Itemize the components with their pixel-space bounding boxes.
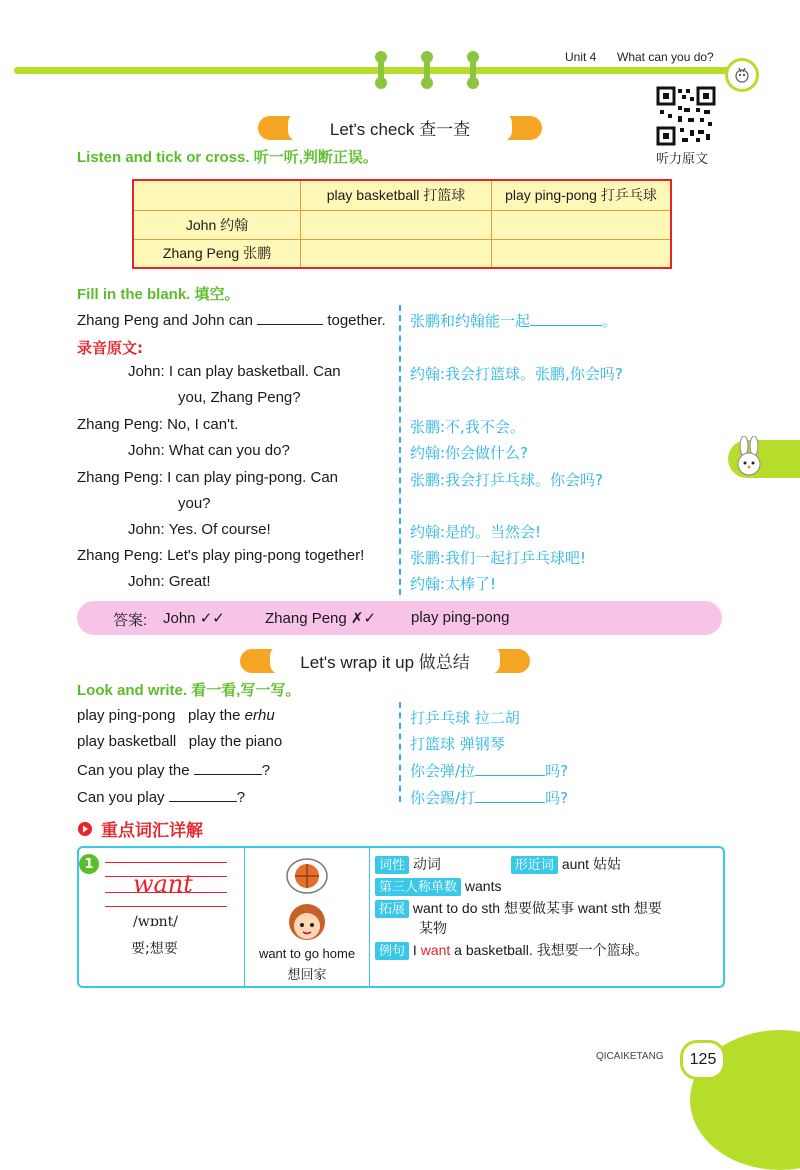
dialogue-cn: 张鹏:我会打乒乓球。你会吗?	[410, 471, 604, 489]
footer-brand: QICAIKETANG	[596, 1051, 664, 1062]
wrap-text-cn: 你会踢/打	[410, 789, 476, 807]
table-header-cell: play ping-pong 打乒乓球	[492, 180, 672, 210]
third-text: wants	[464, 878, 502, 894]
vocab-ext-row	[375, 897, 719, 919]
rivet-icon	[424, 55, 430, 85]
instruction-look: Look and write. 看一看,写一写。	[77, 682, 301, 699]
divider-dashed	[399, 305, 401, 595]
instruction-fill: Fill in the blank. 填空。	[77, 286, 240, 303]
speaker: Zhang Peng:	[77, 416, 163, 433]
tag-example: 例句	[375, 942, 409, 960]
dialogue-text: No, I can't.	[167, 416, 239, 433]
vocab-card	[77, 846, 725, 988]
rabbit-icon	[734, 436, 764, 478]
tick-cell[interactable]	[301, 210, 492, 239]
pos-text: 动词	[412, 856, 441, 872]
wrap-text: play basketball	[77, 733, 177, 750]
fill-sentence-cn	[410, 310, 617, 331]
qr-label: 听力原文	[656, 152, 709, 167]
dialogue-text: What can you do?	[168, 442, 290, 459]
dialogue-text: Yes. Of course!	[168, 521, 271, 538]
example-text: I	[412, 942, 421, 958]
fill-text-cn: 。	[602, 312, 618, 330]
unit-label: Unit 4	[565, 50, 597, 64]
answer-john: John ✓✓	[163, 610, 225, 627]
vocab-heading	[77, 816, 203, 841]
wrap-text: play the	[187, 707, 245, 724]
vocab-meaning: 要;想要	[131, 941, 178, 957]
wrap-text: Can you play the	[77, 762, 190, 779]
mascot-icon	[725, 58, 759, 92]
dialogue-cn: 约翰:你会做什么?	[410, 444, 529, 462]
tag-third-person: 第三人称单数	[375, 878, 461, 896]
table-header-cell	[133, 180, 301, 210]
ext-text: want to do sth 想要做某事 want sth 想要	[412, 900, 662, 916]
dialogue-line: you, Zhang Peng?	[178, 389, 301, 406]
fill-blank-input[interactable]	[257, 310, 323, 325]
dialogue-cn: 约翰:我会打篮球。张鹏,你会吗?	[410, 365, 623, 383]
wrap-blank-cn[interactable]	[475, 788, 545, 803]
vocab-details	[375, 853, 719, 961]
section-banner	[258, 116, 542, 140]
vocab-image-column	[245, 848, 370, 986]
example-text: a basketball. 我想要一个篮球。	[450, 942, 649, 958]
fill-text: together.	[327, 312, 386, 329]
wrap-line	[77, 707, 275, 724]
script-label: 录音原文:	[77, 339, 143, 357]
fill-text: Zhang Peng and John can	[77, 312, 253, 329]
table-row-label: Zhang Peng 张鹏	[133, 239, 301, 268]
table-row-label: John 约翰	[133, 210, 301, 239]
wrap-cn	[410, 787, 568, 808]
wrap-line	[77, 787, 245, 806]
wrap-text: ?	[261, 762, 271, 779]
tick-cell[interactable]	[492, 239, 672, 268]
wrap-line	[77, 733, 282, 750]
wrap-text: play ping-pong	[77, 707, 176, 724]
vocab-phonetic: /wɒnt/	[133, 914, 179, 930]
tag-ext: 拓展	[375, 900, 409, 918]
instruction-listen: Listen and tick or cross. 听一听,判断正误。	[77, 149, 378, 166]
wrap-text-italic: erhu	[244, 707, 275, 724]
qr-code-icon[interactable]	[656, 86, 716, 146]
divider-dashed	[399, 702, 401, 802]
speaker: Zhang Peng:	[77, 547, 163, 564]
wrap-text-cn: 吗?	[545, 789, 569, 807]
vocab-third-row	[375, 875, 719, 897]
dialogue-line	[77, 416, 238, 433]
speaker: John:	[128, 573, 165, 590]
dialogue-cn: 约翰:是的。当然会!	[410, 523, 542, 541]
dialogue-cn: 张鹏:我们一起打乒乓球吧!	[410, 549, 587, 567]
wrap-text-cn: 吗?	[545, 762, 569, 780]
dialogue-line	[128, 442, 290, 459]
answer-zhang: Zhang Peng ✗✓	[265, 610, 377, 627]
answer-label: 答案:	[113, 612, 148, 629]
side-tab	[728, 440, 800, 478]
rivet-icon	[378, 55, 384, 85]
vocab-number: 1	[79, 854, 99, 874]
wrap-blank-input[interactable]	[169, 787, 237, 802]
dialogue-line: John: I can play basketball. Can	[128, 363, 341, 380]
dialogue-text: Let's play ping-pong together!	[167, 547, 365, 564]
page-number: 125	[680, 1040, 726, 1080]
speaker: Zhang Peng:	[77, 469, 163, 486]
example-word: want	[420, 942, 451, 958]
fill-text-cn: 张鹏和约翰能一起	[410, 312, 531, 330]
vocab-word: want	[133, 870, 193, 898]
wrap-text: play the piano	[188, 733, 283, 750]
wrap-cn: 打乒乓球 拉二胡	[410, 709, 520, 727]
vocab-example-row	[375, 939, 719, 961]
dialogue-cn: 约翰:太棒了!	[410, 575, 497, 593]
image-caption-en: want to go home	[258, 946, 356, 961]
dialogue-line	[128, 521, 271, 538]
dialogue-cn: 张鹏:不,我不会。	[410, 418, 525, 436]
girl-with-ball-icon	[279, 854, 335, 946]
tick-cell[interactable]	[301, 239, 492, 268]
dialogue-line	[128, 573, 211, 590]
rivet-icon	[470, 55, 476, 85]
speaker: John:	[128, 521, 165, 538]
wrap-blank-cn[interactable]	[475, 761, 545, 776]
dialogue-line	[77, 547, 364, 564]
wrap-text: ?	[236, 789, 246, 806]
speaker: John:	[128, 442, 165, 459]
header-bar	[14, 67, 730, 74]
dialogue-line: Zhang Peng: I can play ping-pong. Can	[77, 469, 339, 486]
vocab-word-column	[79, 848, 245, 986]
tag-syn: 形近词	[511, 856, 558, 874]
section-title: Let's wrap it up 做总结	[270, 646, 500, 674]
dialogue-text: Great!	[168, 573, 211, 590]
syn-text: aunt 姑姑	[561, 856, 621, 872]
dialogue-line: you?	[178, 495, 211, 512]
answer-blank: play ping-pong	[411, 609, 510, 626]
wrap-cn: 打篮球 弹钢琴	[410, 735, 505, 753]
wrap-blank-input[interactable]	[194, 760, 262, 775]
fill-blank-cn[interactable]	[530, 311, 602, 326]
fill-sentence	[77, 310, 386, 329]
section-banner	[240, 649, 530, 673]
wrap-text: Can you play	[77, 789, 165, 806]
image-caption-cn: 想回家	[287, 968, 327, 983]
section-title: Let's check 查一查	[288, 113, 512, 141]
vocab-ext-cont: 某物	[419, 920, 447, 936]
wrap-text-cn: 你会弹/拉	[410, 762, 476, 780]
vocab-heading-text: 重点词汇详解	[101, 821, 203, 841]
unit-title: What can you do?	[617, 50, 714, 64]
tick-cell[interactable]	[492, 210, 672, 239]
play-icon	[77, 821, 93, 837]
tag-pos: 词性	[375, 856, 409, 874]
tick-table	[132, 179, 672, 269]
table-header-cell: play basketball 打篮球	[301, 180, 492, 210]
wrap-line	[77, 760, 270, 779]
vocab-pos-row	[375, 853, 719, 875]
wrap-cn	[410, 760, 568, 781]
answer-bar	[77, 601, 722, 635]
